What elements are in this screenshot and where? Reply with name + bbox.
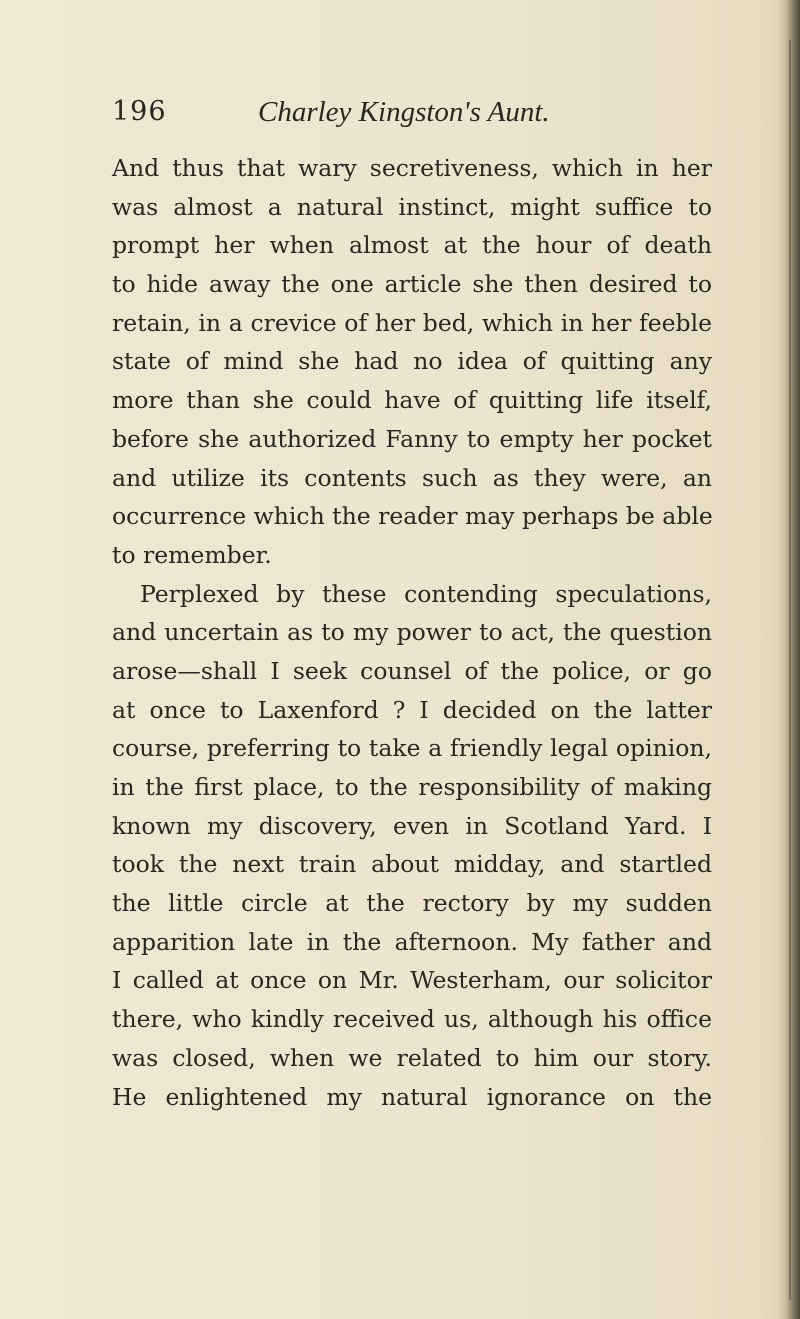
text-line: took the next train about midday, and startled (112, 850, 712, 879)
page-number: 196 (112, 96, 167, 127)
text-line: I called at once on Mr. Westerham, our solicitor (112, 966, 712, 995)
text-line: the little circle at the rectory by my sudden (112, 889, 712, 918)
text-line: known my discovery, even in Scotland Yard. I (112, 811, 712, 840)
text-line: was closed, when we related to him our story. (112, 1043, 712, 1072)
text-line: there, who kindly received us, although his office (112, 1005, 712, 1034)
running-title: Charley Kingston's Aunt. (258, 96, 550, 128)
text-line: was almost a natural instinct, might suffice to (112, 192, 712, 221)
text-line: and uncertain as to my power to act, the question (112, 618, 712, 647)
text-line: course, preferring to take a friendly legal opinion, (112, 734, 712, 763)
text-line: He enlightened my natural ignorance on the (112, 1082, 712, 1111)
page-header (112, 96, 712, 140)
text-line: at once to Laxenford ? I decided on the latter (112, 695, 712, 724)
text-line-paragraph-start: Perplexed by these contending speculations, (140, 579, 712, 608)
text-line: prompt her when almost at the hour of death (112, 231, 712, 260)
text-line: to hide away the one article she then desired to (112, 270, 712, 299)
text-line: occurrence which the reader may perhaps be able (112, 502, 713, 531)
text-line: in the first place, to the responsibility of making (112, 773, 712, 801)
text-line: arose—shall I seek counsel of the police, or go (112, 656, 712, 685)
text-line: and utilize its contents such as they were, an (112, 463, 712, 492)
text-line: retain, in a crevice of her bed, which in her feeble (112, 308, 712, 337)
text-line: apparition late in the afternoon. My father and (112, 927, 712, 956)
text-line: more than she could have of quitting life itself, (112, 386, 712, 415)
text-line: before she authorized Fanny to empty her pocket (112, 424, 712, 453)
text-line: state of mind she had no idea of quitting any (112, 347, 712, 376)
page-edge-line (789, 40, 791, 1300)
body-text (112, 149, 712, 1116)
text-line-paragraph-end: to remember. (112, 540, 272, 569)
text-line: And thus that wary secretiveness, which in her (112, 154, 712, 182)
